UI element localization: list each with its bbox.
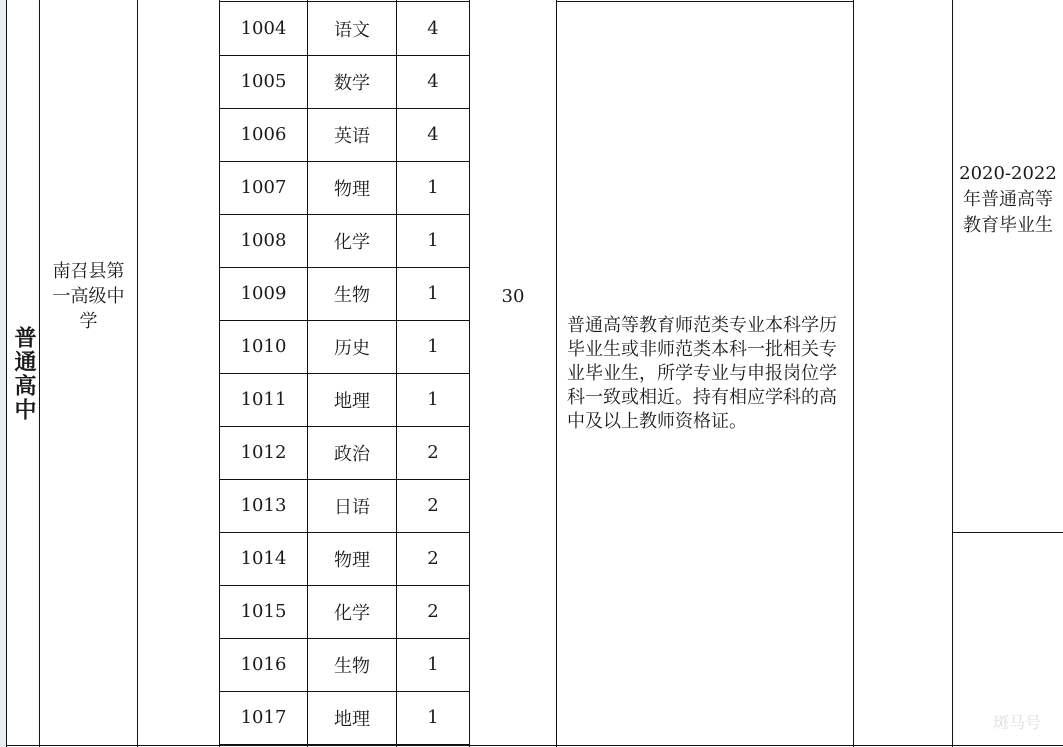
subject-name: 数学 [334, 72, 370, 94]
subject-name: 化学 [334, 231, 370, 253]
position-code: 1016 [240, 654, 287, 675]
position-code: 1008 [240, 230, 287, 251]
subject-name: 英语 [334, 125, 370, 147]
school-cell: 南召县第一高级中学 [52, 260, 125, 332]
position-code: 1011 [240, 389, 287, 410]
position-count: 1 [427, 654, 439, 675]
position-code: 1007 [240, 177, 287, 198]
position-code: 1015 [240, 601, 287, 622]
subject-name: 历史 [334, 337, 370, 359]
position-code: 1013 [240, 495, 287, 516]
position-count: 1 [427, 230, 439, 251]
position-code: 1004 [240, 18, 287, 39]
subject-name: 生物 [334, 655, 370, 677]
subject-name: 地理 [334, 390, 370, 412]
position-count: 2 [427, 495, 439, 516]
border [853, 0, 854, 747]
position-count: 2 [427, 548, 439, 569]
total-count-cell: 30 [501, 285, 525, 307]
border [6, 745, 1063, 746]
position-count: 4 [427, 18, 439, 39]
subject-name: 语文 [334, 19, 370, 41]
position-code: 1017 [240, 707, 287, 728]
subject-name: 地理 [334, 708, 370, 730]
row-border [219, 744, 470, 745]
position-count: 1 [427, 336, 439, 357]
border [953, 532, 1063, 533]
watermark: 斑马号 [992, 713, 1041, 732]
position-code: 1010 [240, 336, 287, 357]
position-code: 1014 [240, 548, 287, 569]
position-count: 4 [427, 71, 439, 92]
position-count: 1 [427, 283, 439, 304]
graduation-cell: 2020-2022年普通高等教育毕业生 [959, 163, 1057, 236]
position-count: 2 [427, 442, 439, 463]
position-count: 4 [427, 124, 439, 145]
requirement-text: 普通高等教育师范类专业本科学历毕业生或非师范类本科一批相关专业毕业生，所学专业与申报岗位学科一致或相近。持有相应学科的高中及以上教师资格证。 [567, 314, 837, 432]
position-count: 1 [427, 389, 439, 410]
subject-name: 生物 [334, 284, 370, 306]
position-code: 1009 [240, 283, 287, 304]
position-count: 2 [427, 601, 439, 622]
border [137, 0, 138, 747]
position-code: 1012 [240, 442, 287, 463]
position-code: 1006 [240, 124, 287, 145]
subject-name: 政治 [334, 443, 370, 465]
subject-name: 化学 [334, 602, 370, 624]
subject-name: 物理 [334, 178, 370, 200]
requirement-cell [557, 0, 853, 747]
position-count: 1 [427, 177, 439, 198]
subject-name: 日语 [334, 496, 370, 518]
position-count: 1 [427, 707, 439, 728]
category-cell: 普通高中 [11, 325, 36, 422]
subject-name: 物理 [334, 549, 370, 571]
position-code: 1005 [240, 71, 287, 92]
